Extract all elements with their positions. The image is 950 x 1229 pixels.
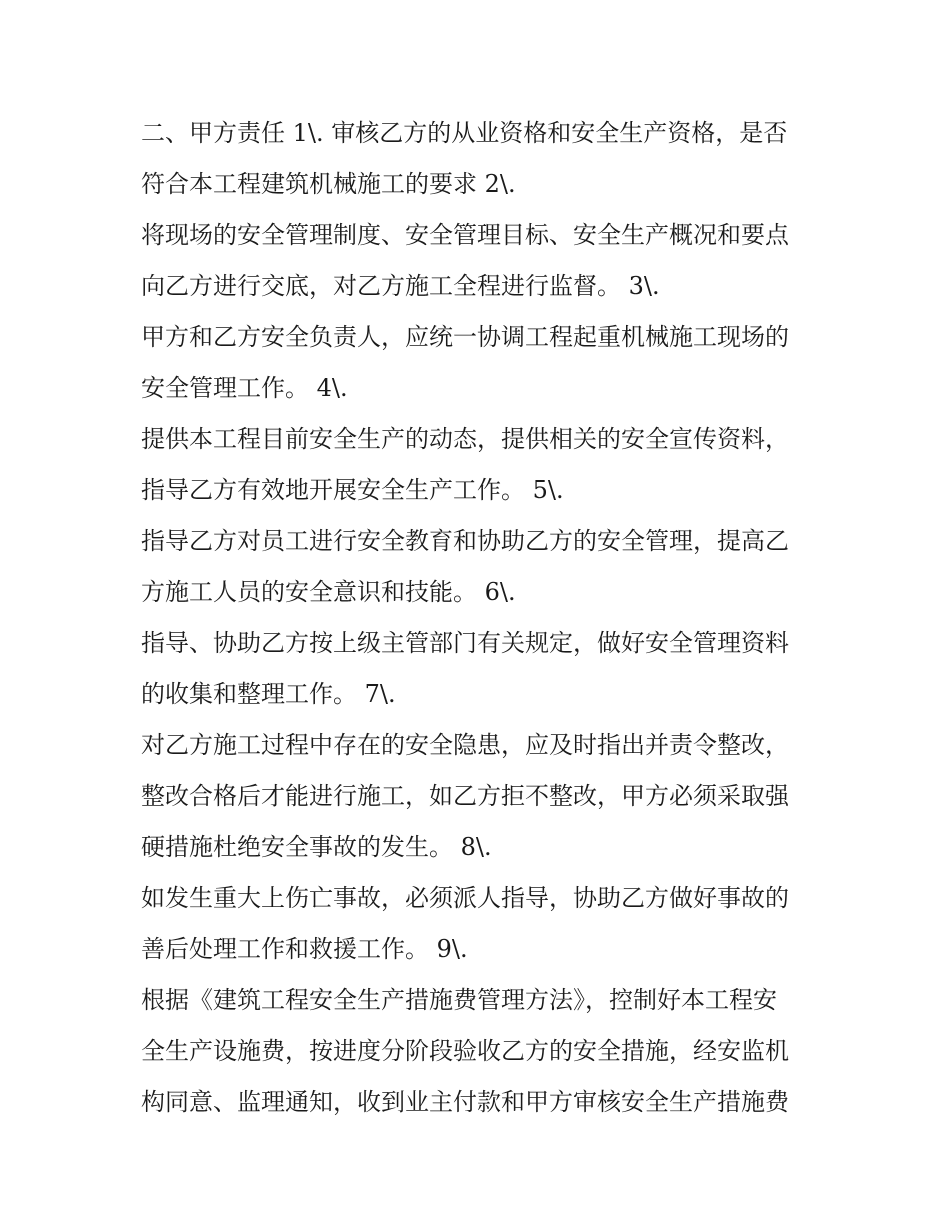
text-line: 构同意、监理通知，收到业主付款和甲方审核安全生产措施费: [141, 1088, 789, 1116]
text-line: 指导、协助乙方按上级主管部门有关规定，做好安全管理资料: [141, 629, 789, 657]
text-line: 符合本工程建筑机械施工的要求 2\.: [141, 170, 516, 198]
text-line: 甲方和乙方安全负责人，应统一协调工程起重机械施工现场的: [141, 323, 789, 351]
text-line: 安全管理工作。 4\.: [141, 374, 348, 402]
text-line: 指导乙方对员工进行安全教育和协助乙方的安全管理，提高乙: [141, 527, 789, 555]
text-line: 提供本工程目前安全生产的动态，提供相关的安全宣传资料，: [141, 425, 789, 453]
text-line: 全生产设施费，按进度分阶段验收乙方的安全措施，经安监机: [141, 1037, 789, 1065]
text-line: 方施工人员的安全意识和技能。 6\.: [141, 578, 516, 606]
text-line: 硬措施杜绝安全事故的发生。 8\.: [141, 833, 492, 861]
text-line: 向乙方进行交底，对乙方施工全程进行监督。 3\.: [141, 272, 660, 300]
text-line: 指导乙方有效地开展安全生产工作。 5\.: [141, 476, 564, 504]
text-line: 将现场的安全管理制度、安全管理目标、安全生产概况和要点: [141, 221, 789, 249]
text-line: 整改合格后才能进行施工，如乙方拒不整改，甲方必须采取强: [141, 782, 789, 810]
text-line: 二、甲方责任 1\. 审核乙方的从业资格和安全生产资格，是否: [141, 119, 788, 147]
text-line: 根据《建筑工程安全生产措施费管理方法》，控制好本工程安: [141, 986, 777, 1014]
text-line: 善后处理工作和救援工作。 9\.: [141, 935, 468, 963]
document-body: [141, 108, 821, 1128]
text-line: 的收集和整理工作。 7\.: [141, 680, 396, 708]
text-line: 对乙方施工过程中存在的安全隐患，应及时指出并责令整改，: [141, 731, 789, 759]
text-line: 如发生重大上伤亡事故，必须派人指导，协助乙方做好事故的: [141, 884, 789, 912]
